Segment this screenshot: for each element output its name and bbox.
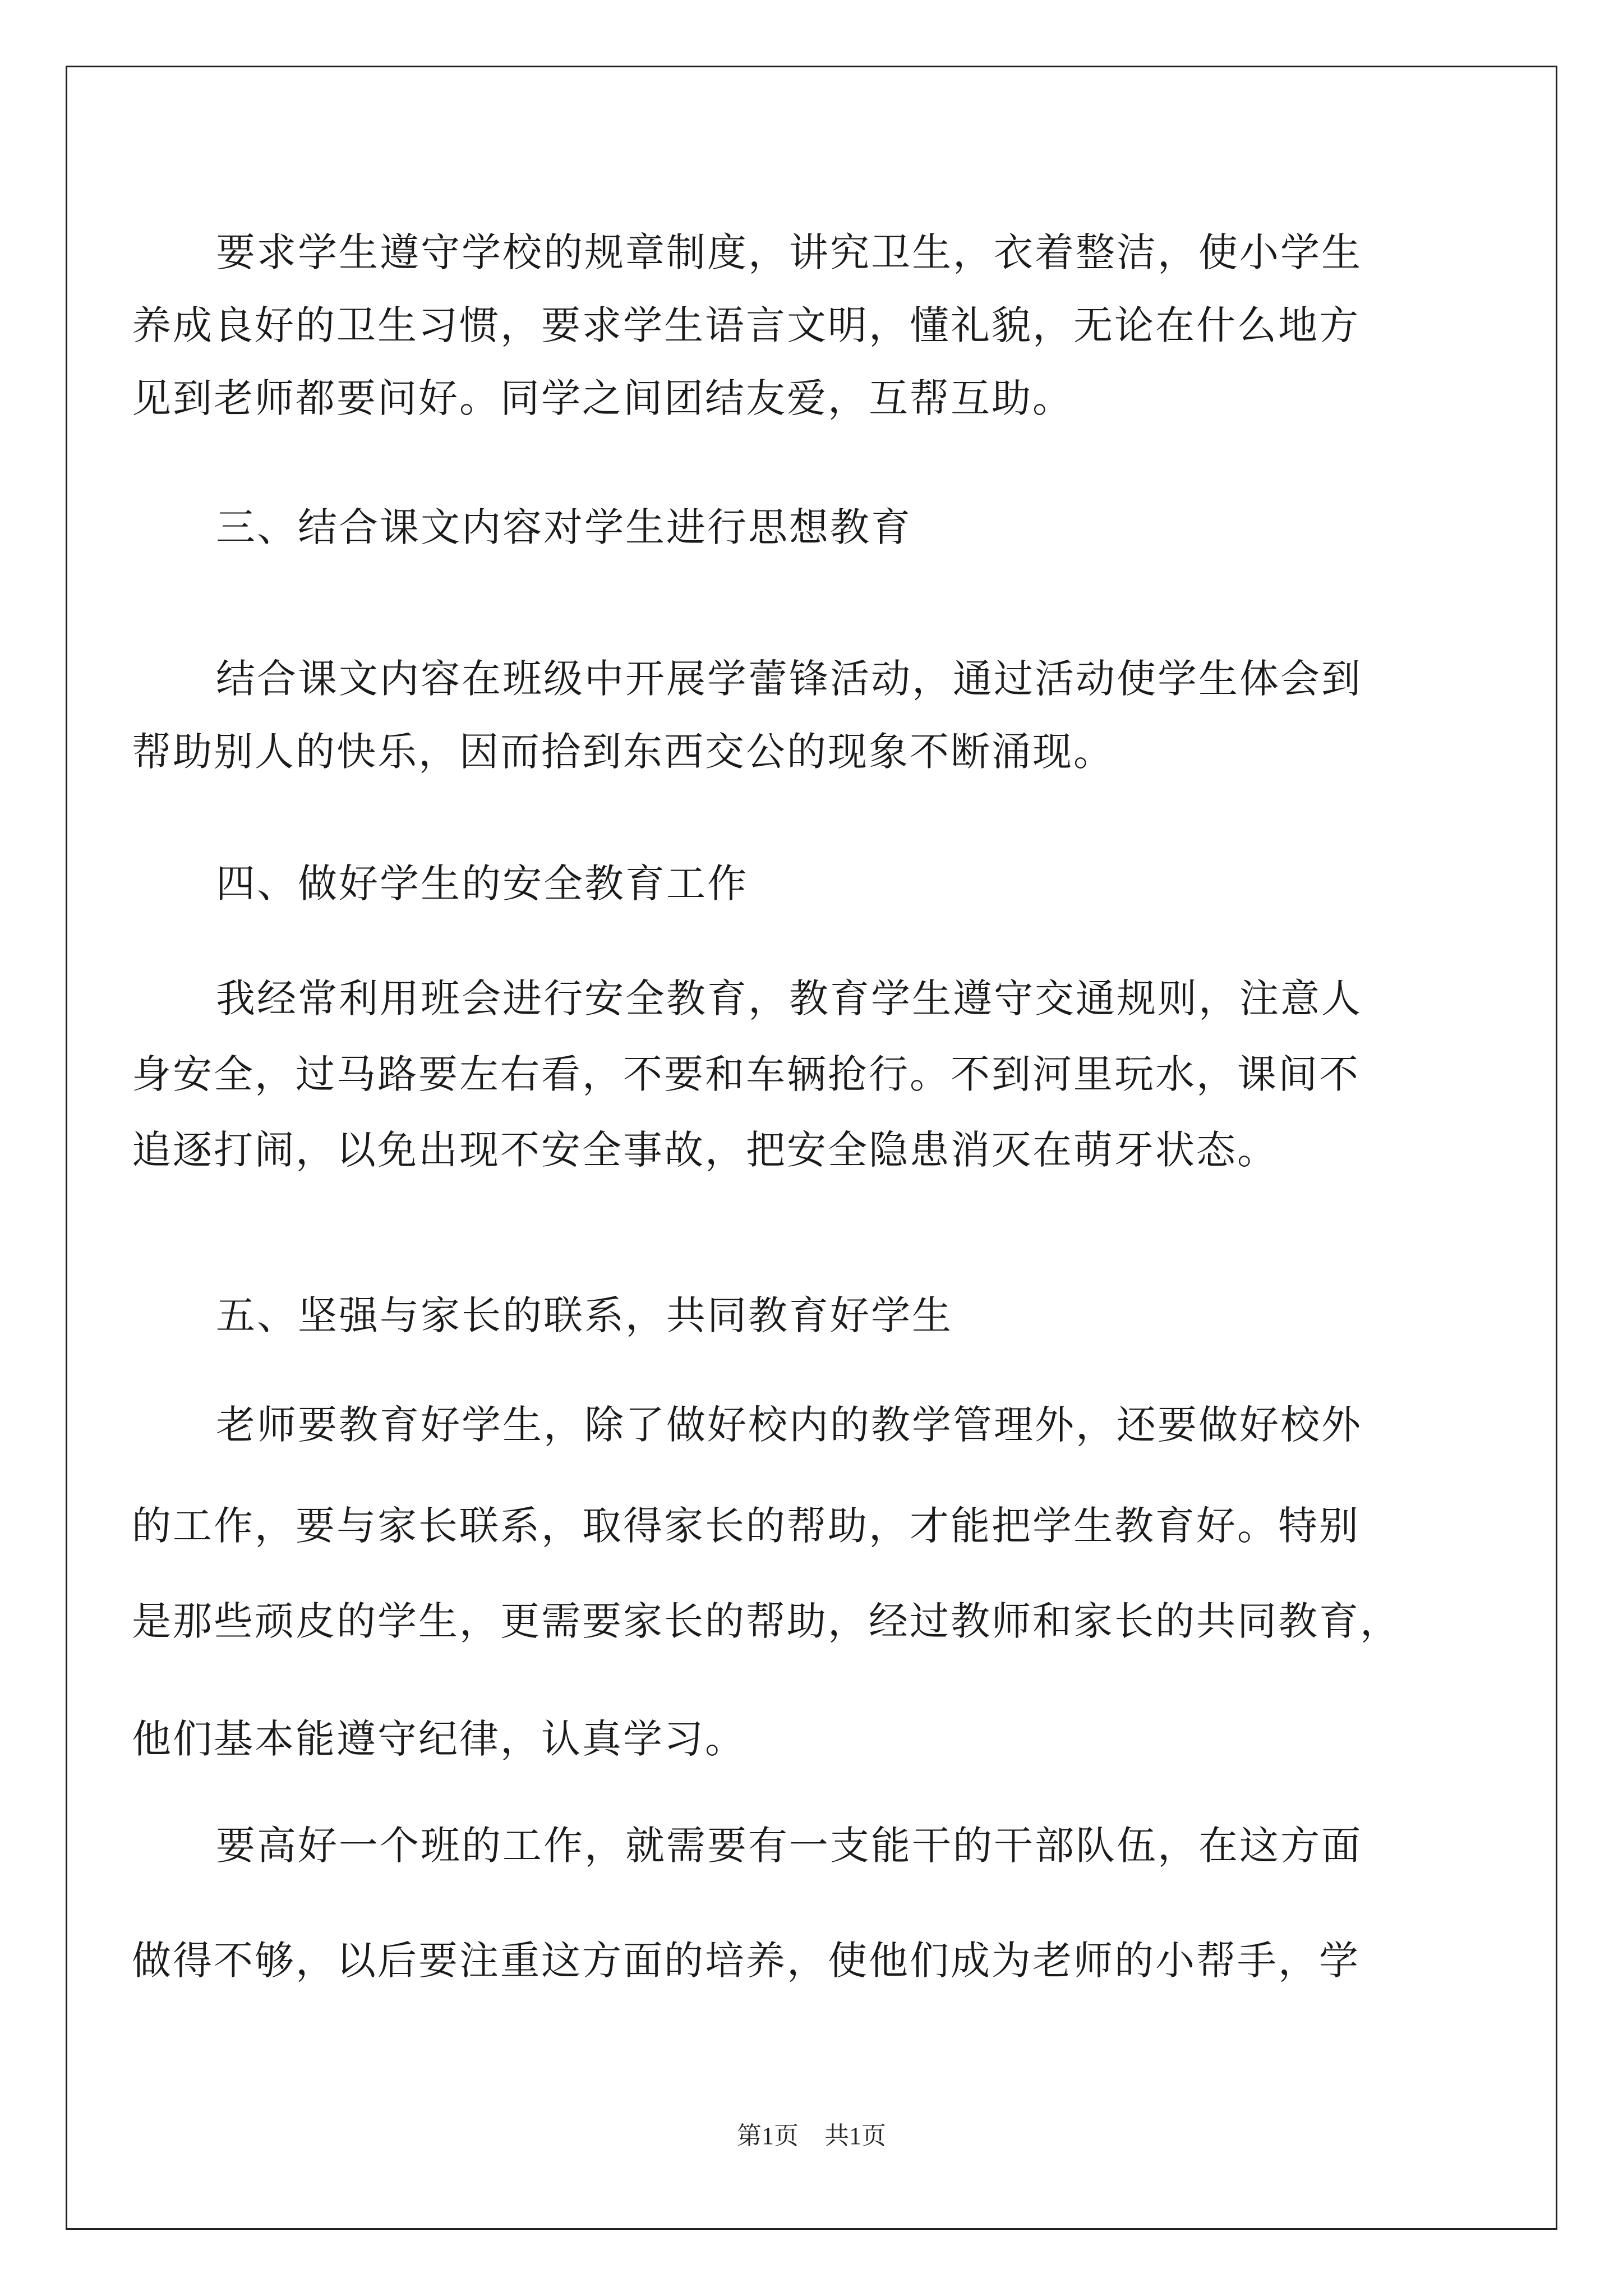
paragraph-line: 见到老师都要问好。同学之间团结友爱，互帮互助。 (132, 375, 1073, 421)
paragraph-line: 要求学生遵守学校的规章制度，讲究卫生，衣着整洁，使小学生 (216, 229, 1362, 275)
section-heading: 三、结合课文内容对学生进行思想教育 (216, 504, 912, 550)
paragraph-line: 身安全，过马路要左右看，不要和车辆抢行。不到河里玩水，课间不 (132, 1051, 1360, 1097)
paragraph-line: 我经常利用班会进行安全教育，教育学生遵守交通规则，注意人 (216, 976, 1362, 1022)
paragraph-line: 做得不够，以后要注重这方面的培养，使他们成为老师的小帮手，学 (132, 1938, 1360, 1984)
page-footer (0, 2119, 1623, 2153)
paragraph-line: 追逐打闹，以免出现不安全事故，把安全隐患消灭在萌牙状态。 (132, 1127, 1278, 1173)
paragraph-line: 老师要教育好学生，除了做好校内的教学管理外，还要做好校外 (216, 1402, 1362, 1448)
section-heading: 五、坚强与家长的联系，共同教育好学生 (216, 1292, 953, 1338)
paragraph-line: 是那些顽皮的学生，更需要家长的帮助，经过教师和家长的共同教育， (132, 1598, 1401, 1644)
paragraph-line: 要高好一个班的工作，就需要有一支能干的干部队伍，在这方面 (216, 1823, 1362, 1869)
paragraph-line: 他们基本能遵守纪律，认真学习。 (132, 1716, 746, 1762)
paragraph-line: 结合课文内容在班级中开展学蕾锋活动，通过活动使学生体会到 (216, 656, 1362, 702)
section-heading: 四、做好学生的安全教育工作 (216, 861, 748, 907)
paragraph-line: 养成良好的卫生习惯，要求学生语言文明，懂礼貌，无论在什么地方 (132, 302, 1360, 348)
paragraph-line: 帮助别人的快乐，因而拾到东西交公的现象不断涌现。 (132, 729, 1114, 775)
page-total: 共1页 (824, 2122, 886, 2150)
page-number: 第1页 (737, 2122, 799, 2150)
paragraph-line: 的工作，要与家长联系，取得家长的帮助，才能把学生教育好。特别 (132, 1503, 1360, 1549)
